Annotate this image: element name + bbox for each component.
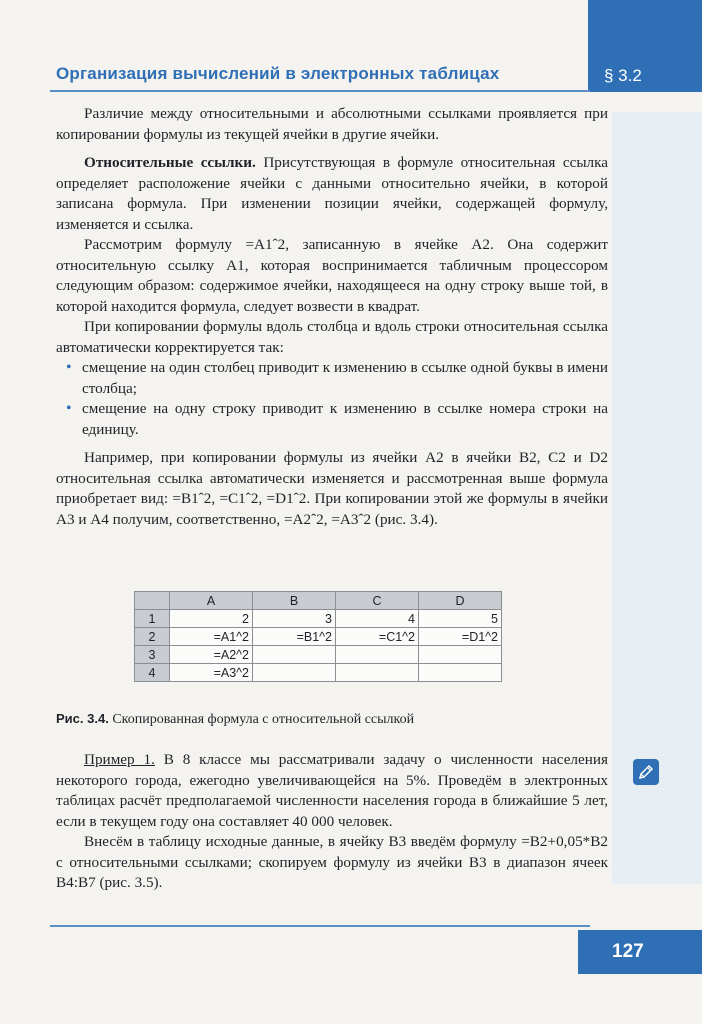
paragraph-2-text: Присутствующая в формуле относительная ссылка определяет расположение ячейки с данными относительно ячейки, в которой записана формула. При изменении позиции ячейки, содержащей формулу, изменяется и ссылка.: [56, 154, 608, 233]
row-header: 2: [135, 628, 170, 646]
cell-a2: =A1^2: [170, 628, 253, 646]
bullet-list: [56, 358, 608, 440]
sheet-row: [135, 664, 502, 682]
cell-a3: =A2^2: [170, 646, 253, 664]
spreadsheet-figure: [134, 591, 502, 682]
cell-b1: 3: [253, 610, 336, 628]
bullet-item-2: • смещение на одну строку приводит к изменению в ссылке номера строки на единицу.: [56, 399, 608, 440]
cell-c4: [336, 664, 419, 682]
section-number: § 3.2: [604, 66, 642, 85]
row-header: 1: [135, 610, 170, 628]
paragraph-3: Рассмотрим формулу =A1ˆ2, записанную в ячейке A2. Она содержит относительную ссылку A1, которая воспринимается табличным процессором следующим образом: содержимое ячейки, находящееся на одну строку выше той, в которой находится формула, следует возвести в квадрат.: [56, 236, 608, 315]
term-relative-links: Относительные ссылки.: [84, 154, 256, 171]
column-header-d: D: [419, 592, 502, 610]
caption-label: Рис. 3.4.: [56, 711, 109, 726]
cell-b3: [253, 646, 336, 664]
cell-a1: 2: [170, 610, 253, 628]
cell-b4: [253, 664, 336, 682]
header-divider: [50, 90, 590, 92]
page-number: 127: [612, 941, 644, 962]
sheet-row: [135, 646, 502, 664]
column-header-row: [135, 592, 502, 610]
main-text: [56, 104, 608, 530]
figure-caption: [56, 711, 414, 728]
cell-c3: [336, 646, 419, 664]
row-header: 3: [135, 646, 170, 664]
cell-d1: 5: [419, 610, 502, 628]
page-title: Организация вычислений в электронных таблицах: [56, 64, 500, 83]
paragraph-5: Например, при копировании формулы из ячейки A2 в ячейки B2, C2 и D2 относительная ссылка автоматически изменяется и рассмотренная выше формула приобретает вид: =B1ˆ2, =C1ˆ2, =D1ˆ2. При копировании этой же формулы в ячейки A3 и A4 получим, соответственно, =A2ˆ2, =A3ˆ2 (рис. 3.4).: [56, 449, 608, 528]
example-paragraph-2: Внесём в таблицу исходные данные, в ячейку B3 введём формулу =B2+0,05*B2 с относительными ссылками; скопируем формулу из ячейки B3 в диапазон ячеек B4:B7 (рис. 3.5).: [56, 833, 608, 891]
cell-d3: [419, 646, 502, 664]
pencil-icon: [633, 759, 659, 785]
sheet-row: [135, 628, 502, 646]
cell-c2: =C1^2: [336, 628, 419, 646]
cell-b2: =B1^2: [253, 628, 336, 646]
row-header: 4: [135, 664, 170, 682]
column-header-a: A: [170, 592, 253, 610]
cell-d4: [419, 664, 502, 682]
sheet-row: [135, 610, 502, 628]
caption-text: Скопированная формула с относительной ссылкой: [108, 712, 415, 727]
example-text: [56, 750, 608, 894]
example-paragraph-1-text: В 8 классе мы рассматривали задачу о численности населения некоторого города, ежегодно увеличивающейся на 5%. Проведём в электронных таблицах расчёт предполагаемой численности населения города в ближайшие 5 лет, если в текущем году она составляет 40 000 человек.: [56, 751, 608, 830]
paragraph-1: Различие между относительными и абсолютными ссылками проявляется при копировании формулы из текущей ячейки в другие ячейки.: [56, 105, 608, 143]
example-label: Пример 1.: [84, 751, 155, 768]
footer-divider: [50, 925, 590, 927]
paragraph-2: [56, 153, 608, 235]
example-paragraph-1: [56, 750, 608, 832]
column-header-b: B: [253, 592, 336, 610]
cell-c1: 4: [336, 610, 419, 628]
cell-a4: =A3^2: [170, 664, 253, 682]
bullet-item-1: • смещение на один столбец приводит к изменению в ссылке одной буквы в имени столбца;: [56, 358, 608, 399]
column-header-c: C: [336, 592, 419, 610]
cell-d2: =D1^2: [419, 628, 502, 646]
paragraph-4: При копировании формулы вдоль столбца и вдоль строки относительная ссылка автоматически корректируется так:: [56, 318, 608, 356]
corner-cell: [135, 592, 170, 610]
